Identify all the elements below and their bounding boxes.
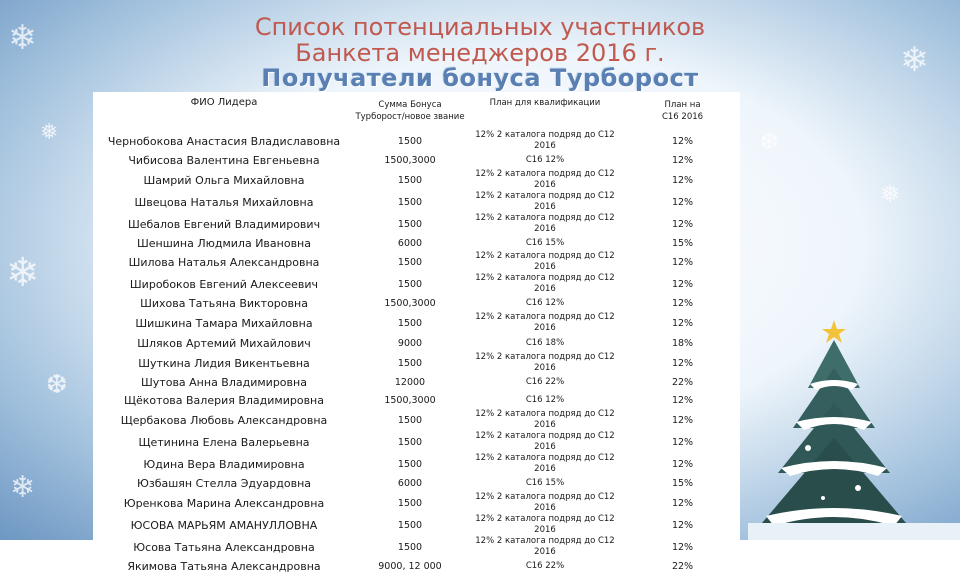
- cell-name: Шуткина Лидия Викентьевна: [138, 356, 310, 370]
- cell-name: Щёкотова Валерия Владимировна: [123, 393, 324, 407]
- cell-plan: С16 15%: [525, 237, 565, 248]
- cell-plan: С16 15%: [525, 478, 565, 488]
- table-row: [93, 514, 740, 536]
- table-row: [93, 152, 740, 169]
- cell-c16: 12%: [671, 394, 694, 406]
- cell-c16: 12%: [671, 174, 694, 186]
- cell-c16: 15%: [671, 237, 694, 249]
- cell-c16: 12%: [671, 497, 694, 509]
- cell-name: Шеншина Людмила Ивановна: [136, 236, 311, 250]
- cell-plan: С16 18%: [525, 337, 565, 348]
- cell-bonus: 1500: [397, 174, 423, 186]
- cell-bonus: 1500: [397, 436, 423, 448]
- snowflake-icon: ❄: [10, 470, 36, 505]
- cell-plan: 12% 2 каталога подряд до С12 2016: [475, 409, 615, 430]
- title-line-2: Банкета менеджеров 2016 г.: [295, 39, 665, 67]
- cell-name: Широбоков Евгений Алексеевич: [129, 277, 319, 291]
- cell-bonus: 1500: [397, 414, 423, 426]
- cell-name: Шутова Анна Владимировна: [141, 376, 307, 389]
- table-header-row: [93, 92, 740, 130]
- cell-bonus: 1500: [397, 278, 423, 290]
- cell-name: Юдина Вера Владимировна: [143, 457, 305, 471]
- cell-c16: 12%: [671, 317, 694, 329]
- cell-bonus: 1500: [397, 196, 423, 208]
- table-row: [93, 352, 740, 374]
- cell-bonus: 1500,3000: [384, 394, 436, 406]
- cell-plan: 12% 2 каталога подряд до С12 2016: [475, 453, 615, 474]
- cell-bonus: 1500: [397, 317, 423, 329]
- star-icon: [822, 320, 846, 343]
- cell-name: Шилова Наталья Александровна: [128, 255, 320, 269]
- cell-c16: 12%: [671, 458, 694, 470]
- cell-c16: 12%: [671, 541, 694, 553]
- cell-bonus: 1500,3000: [384, 155, 436, 166]
- cell-plan: С16 12%: [525, 155, 565, 165]
- cell-c16: 12%: [671, 278, 694, 290]
- cell-plan: 12% 2 каталога подряд до С12 2016: [475, 251, 615, 272]
- header-bonus: [355, 92, 465, 130]
- cell-plan: 12% 2 каталога подряд до С12 2016: [475, 213, 615, 234]
- cell-bonus: 1500: [397, 218, 423, 230]
- header-c16-line-2: С16 2016: [661, 112, 704, 122]
- snowflake-icon: ❄: [8, 18, 37, 58]
- cell-c16: 12%: [671, 256, 694, 268]
- table-row: [93, 251, 740, 273]
- cell-c16: 12%: [671, 135, 694, 147]
- header-c16-line-1: План на: [664, 100, 701, 110]
- header-c16: [625, 92, 740, 130]
- cell-bonus: 1500: [397, 541, 423, 553]
- cell-name: Юзбашян Стелла Эдуардовна: [136, 477, 312, 490]
- cell-name: Шляков Артемий Михайлович: [137, 336, 311, 350]
- title-line-1: Список потенциальных участников: [254, 13, 706, 41]
- cell-bonus: 6000: [397, 237, 423, 249]
- cell-name: ЮСОВА МАРЬЯМ АМАНУЛЛОВНА: [130, 518, 318, 532]
- cell-plan: 12% 2 каталога подряд до С12 2016: [475, 191, 615, 212]
- title-line-3: Получатели бонуса Турборост: [261, 64, 699, 92]
- cell-plan: 12% 2 каталога подряд до С12 2016: [475, 536, 615, 557]
- cell-plan: 12% 2 каталога подряд до С12 2016: [475, 514, 615, 535]
- cell-c16: 12%: [671, 414, 694, 426]
- table-row: [93, 558, 740, 575]
- table-row: [93, 536, 740, 558]
- cell-plan: 12% 2 каталога подряд до С12 2016: [475, 169, 615, 190]
- cell-name: Щербакова Любовь Александровна: [120, 413, 328, 427]
- cell-plan: 12% 2 каталога подряд до С12 2016: [475, 492, 615, 513]
- cell-plan: С16 12%: [525, 298, 565, 308]
- cell-name: Юренкова Марина Александровна: [123, 496, 325, 510]
- cell-c16: 18%: [671, 337, 694, 349]
- cell-name: Шебалов Евгений Владимирович: [127, 217, 321, 231]
- table-row: [93, 409, 740, 431]
- table-row: [93, 334, 740, 352]
- cell-name: Чибисова Валентина Евгеньевна: [128, 154, 320, 167]
- table-row: [93, 312, 740, 334]
- cell-bonus: 1500: [397, 519, 423, 531]
- cell-c16: 12%: [671, 196, 694, 208]
- cell-c16: 12%: [671, 519, 694, 531]
- table-row: [93, 374, 740, 391]
- table-row: [93, 191, 740, 213]
- snowflake-icon: ❅: [880, 180, 901, 208]
- snowflake-icon: ❆: [46, 370, 68, 400]
- table-row: [93, 475, 740, 492]
- cell-c16: 12%: [671, 155, 694, 166]
- table-row: [93, 273, 740, 295]
- cell-plan: 12% 2 каталога подряд до С12 2016: [475, 130, 615, 151]
- table-row: [93, 235, 740, 251]
- cell-name: Юсова Татьяна Александровна: [133, 540, 315, 554]
- cell-name: Шамрий Ольга Михайловна: [143, 173, 305, 187]
- cell-c16: 12%: [671, 298, 694, 309]
- snowflake-icon: ❄: [6, 250, 40, 296]
- cell-bonus: 12000: [394, 377, 426, 388]
- table-row: [93, 295, 740, 312]
- cell-plan: 12% 2 каталога подряд до С12 2016: [475, 431, 615, 452]
- snowflake-icon: ❅: [40, 120, 59, 145]
- cell-name: Шишкина Тамара Михайловна: [135, 316, 313, 330]
- cell-bonus: 9000, 12 000: [378, 561, 442, 572]
- cell-bonus: 1500,3000: [384, 298, 436, 309]
- cell-bonus: 9000: [397, 337, 423, 349]
- cell-bonus: 1500: [397, 135, 423, 147]
- table-row: [93, 431, 740, 453]
- cell-c16: 12%: [671, 436, 694, 448]
- cell-plan: С16 12%: [525, 394, 565, 405]
- cell-c16: 22%: [671, 561, 694, 572]
- cell-bonus: 1500: [397, 497, 423, 509]
- cell-plan: 12% 2 каталога подряд до С12 2016: [475, 273, 615, 294]
- snowflake-icon: ❆: [760, 130, 779, 155]
- header-name: ФИО Лидера: [190, 97, 258, 108]
- table-row: [93, 169, 740, 191]
- snowflake-icon: ❄: [900, 40, 929, 80]
- cell-plan: 12% 2 каталога подряд до С12 2016: [475, 352, 615, 373]
- cell-c16: 12%: [671, 218, 694, 230]
- table-row: [93, 453, 740, 475]
- cell-plan: 12% 2 каталога подряд до С12 2016: [475, 312, 615, 333]
- header-plan: План для квалификации: [489, 98, 601, 108]
- cell-bonus: 6000: [397, 478, 423, 489]
- cell-c16: 15%: [671, 478, 694, 489]
- cell-bonus: 1500: [397, 458, 423, 470]
- header-bonus-line-2: Турборост/новое звание: [355, 112, 465, 122]
- cell-name: Швецова Наталья Михайловна: [134, 195, 314, 209]
- cell-name: Якимова Татьяна Александровна: [127, 560, 321, 573]
- table-row: [93, 492, 740, 514]
- cell-name: Шихова Татьяна Викторовна: [140, 297, 308, 310]
- participants-table: [93, 92, 740, 575]
- table-row: [93, 130, 740, 152]
- cell-plan: С16 22%: [525, 561, 565, 571]
- cell-name: Щетинина Елена Валерьевна: [138, 435, 310, 449]
- cell-name: Чернобокова Анастасия Владиславовна: [107, 134, 341, 148]
- snowy-tree-illustration: [748, 318, 960, 540]
- cell-plan: С16 22%: [525, 377, 565, 387]
- table-row: [93, 213, 740, 235]
- header-bonus-line-1: Сумма Бонуса: [378, 100, 442, 110]
- cell-c16: 22%: [671, 377, 694, 388]
- cell-bonus: 1500: [397, 357, 423, 369]
- cell-c16: 12%: [671, 357, 694, 369]
- cell-bonus: 1500: [397, 256, 423, 268]
- table-row: [93, 391, 740, 409]
